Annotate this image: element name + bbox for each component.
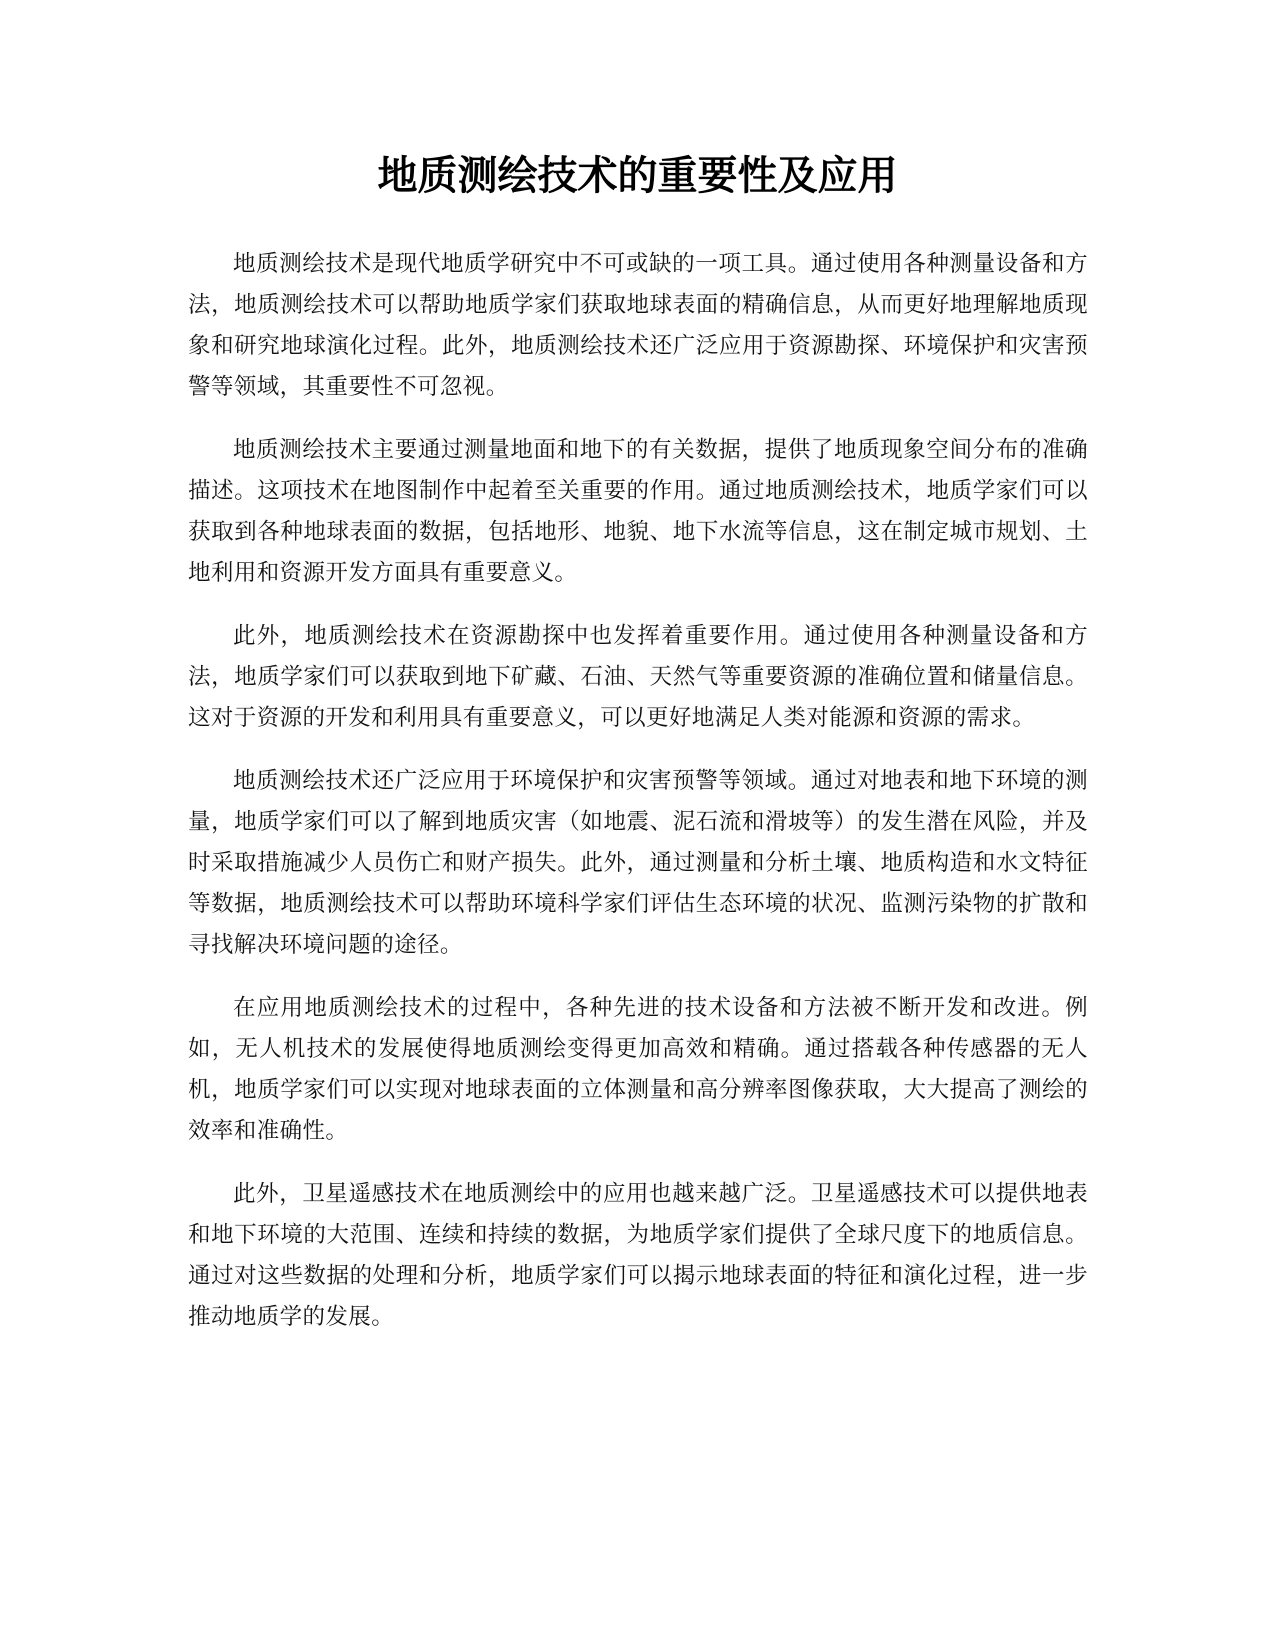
paragraph: 在应用地质测绘技术的过程中，各种先进的技术设备和方法被不断开发和改进。例如，无人机技术的发展使得地质测绘变得更加高效和精确。通过搭载各种传感器的无人机，地质学家们可以实现对地球表面的立体测量和高分辨率图像获取，大大提高了测绘的效率和准确性。 [188,995,1088,1144]
paragraph: 地质测绘技术是现代地质学研究中不可或缺的一项工具。通过使用各种测量设备和方法，地质测绘技术可以帮助地质学家们获取地球表面的精确信息，从而更好地理解地质现象和研究地球演化过程。此外，地质测绘技术还广泛应用于资源勘探、环境保护和灾害预警等领域，其重要性不可忽视。 [188,251,1088,400]
paragraph: 此外，卫星遥感技术在地质测绘中的应用也越来越广泛。卫星遥感技术可以提供地表和地下环境的大范围、连续和持续的数据，为地质学家们提供了全球尺度下的地质信息。通过对这些数据的处理和分析，地质学家们可以揭示地球表面的特征和演化过程，进一步推动地质学的发展。 [188,1181,1088,1330]
document-title: 地质测绘技术的重要性及应用 [377,153,898,199]
paragraph: 此外，地质测绘技术在资源勘探中也发挥着重要作用。通过使用各种测量设备和方法，地质学家们可以获取到地下矿藏、石油、天然气等重要资源的准确位置和储量信息。这对于资源的开发和利用具有重要意义，可以更好地满足人类对能源和资源的需求。 [188,623,1088,731]
document-body [188,244,1088,1360]
paragraph: 地质测绘技术还广泛应用于环境保护和灾害预警等领域。通过对地表和地下环境的测量，地质学家们可以了解到地质灾害（如地震、泥石流和滑坡等）的发生潜在风险，并及时采取措施减少人员伤亡和财产损失。此外，通过测量和分析土壤、地质构造和水文特征等数据，地质测绘技术可以帮助环境科学家们评估生态环境的状况、监测污染物的扩散和寻找解决环境问题的途径。 [188,768,1088,958]
paragraph: 地质测绘技术主要通过测量地面和地下的有关数据，提供了地质现象空间分布的准确描述。这项技术在地图制作中起着至关重要的作用。通过地质测绘技术，地质学家们可以获取到各种地球表面的数据，包括地形、地貌、地下水流等信息，这在制定城市规划、土地利用和资源开发方面具有重要意义。 [188,437,1088,586]
